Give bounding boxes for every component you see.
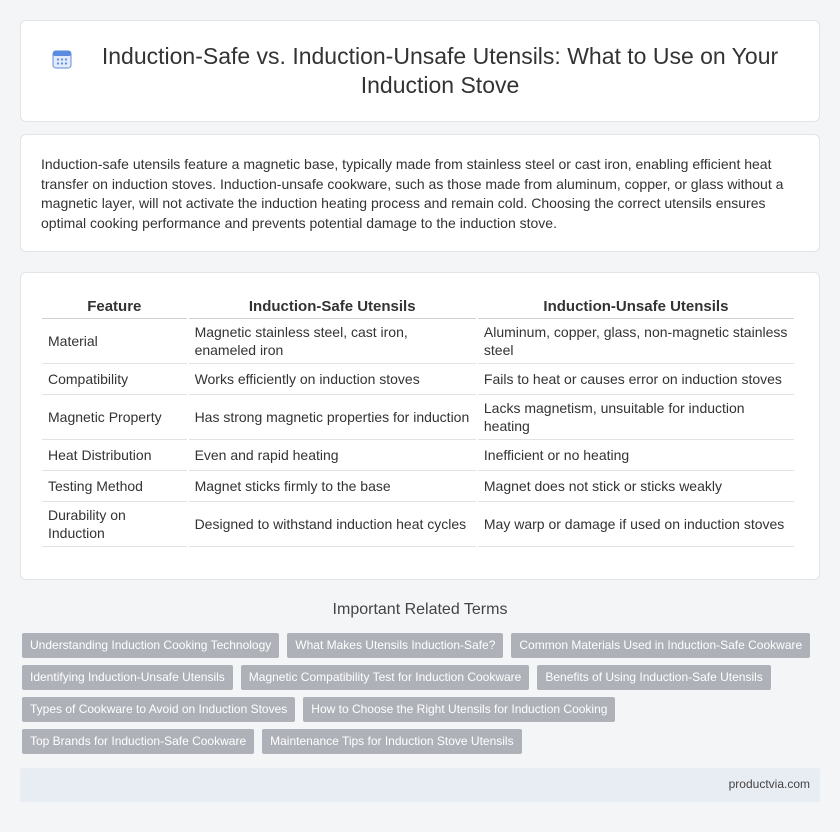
table-header-row [42, 297, 794, 319]
table-cell: Designed to withstand induction heat cycles [189, 502, 476, 547]
table-row [42, 364, 794, 395]
site-name[interactable]: productvia.com [728, 777, 810, 791]
table-cell: Has strong magnetic properties for induction [189, 395, 476, 440]
header-induction-unsafe: Induction-Unsafe Utensils [478, 297, 794, 319]
intro-card [20, 134, 820, 252]
related-terms-heading: Important Related Terms [332, 601, 508, 618]
table-row [42, 471, 794, 502]
tag-row [22, 729, 822, 754]
related-term-link[interactable]: Top Brands for Induction-Safe Cookware [22, 729, 254, 754]
tag-row [22, 665, 822, 690]
header-induction-safe: Induction-Safe Utensils [189, 297, 476, 319]
comparison-card [20, 272, 820, 580]
table-row [42, 319, 794, 364]
table-cell: Magnetic Property [42, 395, 187, 440]
related-term-link[interactable]: Types of Cookware to Avoid on Induction Stoves [22, 697, 295, 722]
table-cell: Inefficient or no heating [478, 440, 794, 471]
intro-text: Induction-safe utensils feature a magnetic base, typically made from stainless steel or cast iron, enabling efficient heat transfer on induction stoves. Induction-unsafe cookware, such as those made from aluminum, copper, or glass without a magnetic layer, will not activate the induction heating process and remain cold. Choosing the correct utensils ensures optimal cooking performance and prevents potential damage to the induction stove. [41, 156, 784, 231]
tag-row [22, 697, 822, 722]
footer [20, 768, 820, 802]
table-cell: Aluminum, copper, glass, non-magnetic stainless steel [478, 319, 794, 364]
related-term-link[interactable]: Understanding Induction Cooking Technology [22, 633, 279, 658]
table-cell: Even and rapid heating [189, 440, 476, 471]
related-term-link[interactable]: How to Choose the Right Utensils for Induction Cooking [303, 697, 615, 722]
table-cell: Durability on Induction [42, 502, 187, 547]
related-term-link[interactable]: Benefits of Using Induction-Safe Utensils [537, 665, 770, 690]
title-card [20, 20, 820, 122]
table-row [42, 395, 794, 440]
related-term-link[interactable]: What Makes Utensils Induction-Safe? [287, 633, 503, 658]
table-cell: Magnet does not stick or sticks weakly [478, 471, 794, 502]
tag-row [22, 633, 822, 658]
comparison-table [40, 297, 796, 547]
table-cell: Works efficiently on induction stoves [189, 364, 476, 395]
related-term-link[interactable]: Common Materials Used in Induction-Safe Cookware [511, 633, 810, 658]
table-cell: Lacks magnetism, unsuitable for induction heating [478, 395, 794, 440]
related-term-link[interactable]: Identifying Induction-Unsafe Utensils [22, 665, 233, 690]
table-cell: Fails to heat or causes error on induction stoves [478, 364, 794, 395]
related-term-link[interactable]: Magnetic Compatibility Test for Induction Cookware [241, 665, 530, 690]
related-terms-list [22, 633, 822, 761]
table-cell: Magnetic stainless steel, cast iron, enameled iron [189, 319, 476, 364]
related-term-link[interactable]: Maintenance Tips for Induction Stove Utensils [262, 729, 521, 754]
table-cell: Heat Distribution [42, 440, 187, 471]
table-cell: Compatibility [42, 364, 187, 395]
table-cell: May warp or damage if used on induction stoves [478, 502, 794, 547]
header-feature: Feature [42, 297, 187, 319]
table-cell: Magnet sticks firmly to the base [189, 471, 476, 502]
table-cell: Material [42, 319, 187, 364]
page-title: Induction-Safe vs. Induction-Unsafe Utensils: What to Use on Your Induction Stove [101, 43, 779, 98]
table-cell: Testing Method [42, 471, 187, 502]
table-row [42, 502, 794, 547]
table-row [42, 440, 794, 471]
